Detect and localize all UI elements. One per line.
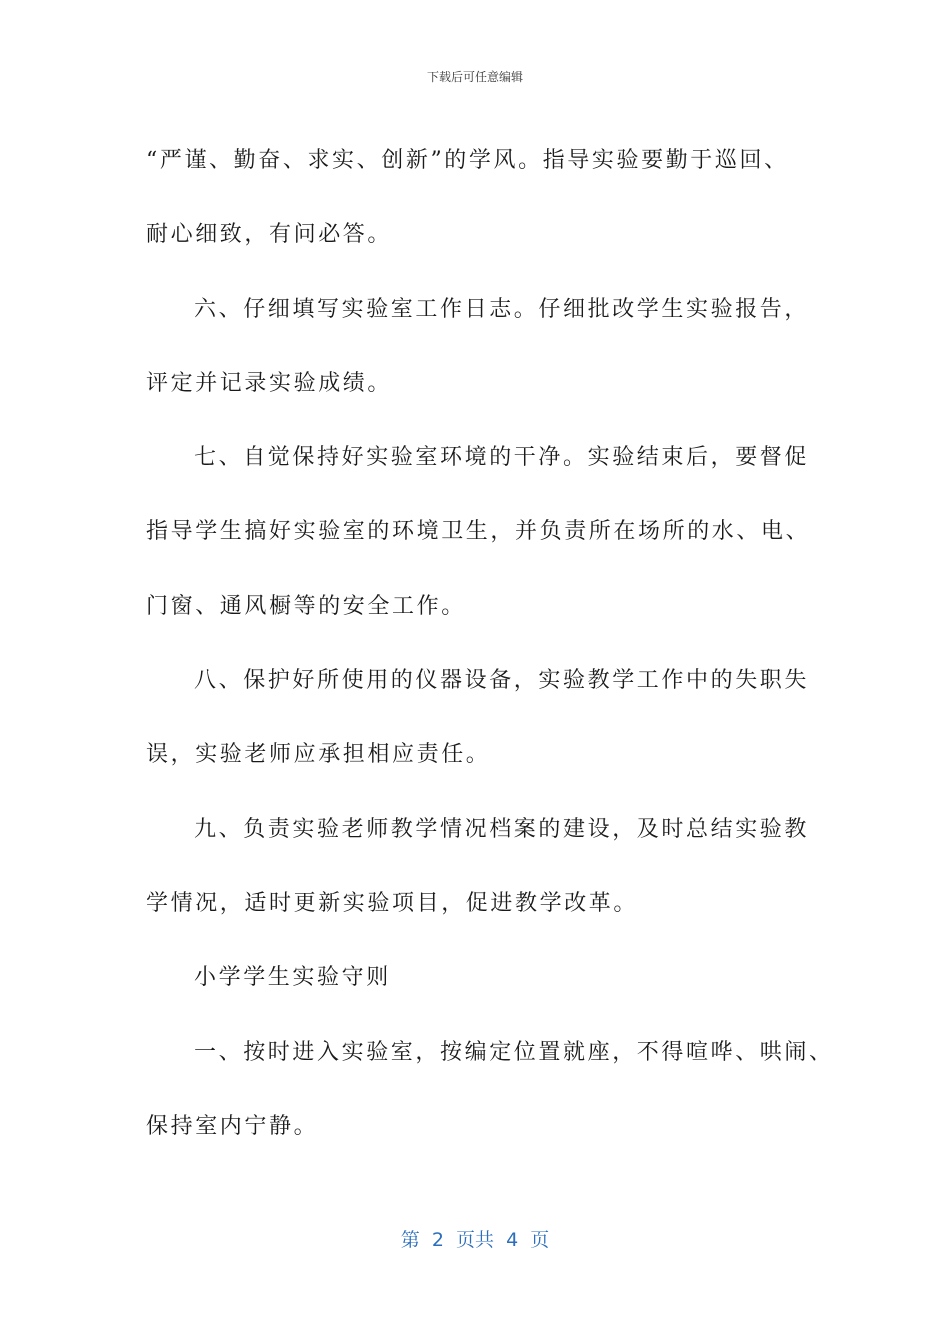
text-line: 八、保护好所使用的仪器设备，实验教学工作中的失职失 [194, 668, 810, 694]
text-line: 学情况，适时更新实验项目，促进教学改革。 [146, 890, 639, 916]
text-line: “严谨、勤奋、求实、创新”的学风。指导实验要勤于巡回、 [146, 148, 789, 173]
text-line: 六、仔细填写实验室工作日志。仔细批改学生实验报告， [194, 296, 810, 322]
text-line: 误，实验老师应承担相应责任。 [146, 742, 491, 768]
page-number-footer: 第 2 页共 4 页 [400, 1229, 550, 1251]
section-heading: 小学学生实验守则 [194, 965, 391, 991]
text-line: 评定并记录实验成绩。 [146, 370, 393, 396]
text-line: 指导学生搞好实验室的环境卫生，并负责所在场所的水、电、 [146, 519, 811, 545]
text-line: 耐心细致，有问必答。 [146, 222, 393, 248]
document-body [146, 124, 834, 1164]
text-line: 九、负责实验老师教学情况档案的建设，及时总结实验教 [194, 816, 810, 842]
text-line: 一、按时进入实验室，按编定位置就座，不得喧哗、哄闹、 [194, 1039, 834, 1065]
text-line: 七、自觉保持好实验室环境的干净。实验结束后，要督促 [194, 445, 810, 471]
text-line: 保持室内宁静。 [146, 1113, 319, 1139]
header-note: 下载后可任意编辑 [426, 70, 523, 84]
text-line: 门窗、通风橱等的安全工作。 [146, 593, 466, 619]
